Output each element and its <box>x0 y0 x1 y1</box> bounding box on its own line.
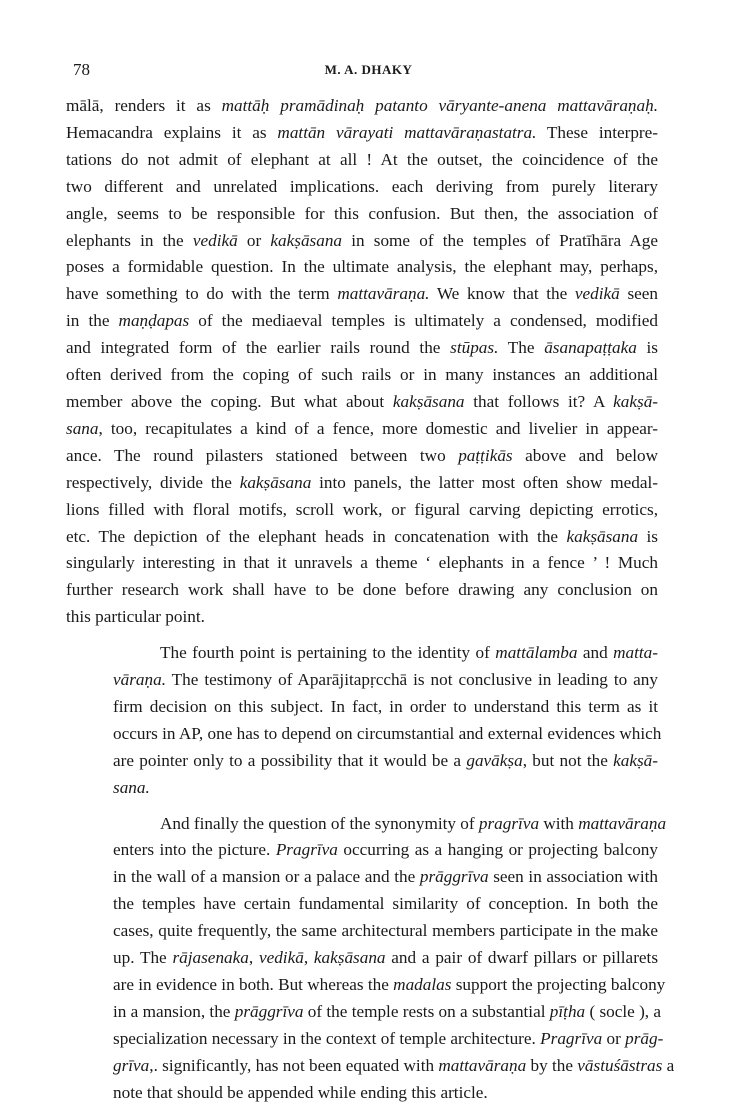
italic-term: paṭṭikās <box>458 445 513 465</box>
text-run: the temples have certain fundamental similarity of conception. In both the <box>113 894 658 914</box>
text-run: ( socle ), a <box>585 1001 662 1021</box>
text-run: poses a formidable question. In the ultimate analysis, the elephant may, perhaps, <box>66 257 658 277</box>
italic-term: maṇḍapas <box>118 311 190 331</box>
text-line <box>66 945 658 972</box>
text-run: in the wall of a mansion or a palace and the <box>113 867 420 887</box>
italic-term: mattavāraṇa <box>578 813 667 833</box>
text-run: mālā, renders it as <box>66 96 222 115</box>
text-run: further research work shall have to be done before drawing any conclusion on <box>66 580 658 600</box>
italic-term: madalas <box>393 975 452 994</box>
italic-term: Pragrīva <box>540 1028 603 1048</box>
italic-term: kakṣāsana <box>270 230 343 250</box>
text-line <box>66 577 658 604</box>
italic-term: mattavāraṇa. <box>337 284 430 304</box>
text-line <box>66 389 658 416</box>
italic-term: kakṣāsana <box>313 948 386 968</box>
text-run: in some of the temples of Pratīhāra Age <box>342 230 658 250</box>
text-run: occurring as a hanging or projecting balcony <box>337 840 658 860</box>
text-line <box>66 443 658 470</box>
text-run: , but not the <box>522 750 614 770</box>
italic-term: vāstuśāstras <box>577 1055 663 1075</box>
text-run: of the temple rests on a substantial <box>303 1001 550 1021</box>
text-line <box>66 721 662 748</box>
text-run: We know that the <box>429 284 575 304</box>
text-run: etc. The depiction of the elephant heads in concatenation with the <box>66 526 567 546</box>
text-line <box>66 147 658 174</box>
text-line <box>66 1026 664 1053</box>
text-line <box>66 254 658 281</box>
text-line <box>66 228 658 255</box>
text-line <box>66 416 658 443</box>
text-run: ,. significantly, has not been equated with <box>149 1055 439 1075</box>
paragraph <box>66 93 658 631</box>
text-run: seen in association with <box>488 867 658 887</box>
italic-term: vedikā <box>258 948 304 968</box>
italic-term: mattālamba <box>495 643 578 663</box>
text-line <box>66 281 658 308</box>
text-run: a <box>662 1055 675 1075</box>
text-run: ance. The round pilasters stationed between two <box>66 445 459 465</box>
text-line <box>66 308 658 335</box>
text-run: are pointer only to a possibility that it would be a <box>113 750 467 770</box>
text-line <box>66 1053 675 1080</box>
paragraph <box>66 811 675 1107</box>
page-number: 78 <box>73 60 90 79</box>
italic-term: vedikā <box>574 284 620 304</box>
text-run: , too, recapitulates a kind of a fence, more domestic and livelier in appear- <box>98 418 658 438</box>
italic-term: mattavāraṇa <box>438 1055 527 1075</box>
text-run: The testimony of Aparājitapṛcchā is not conclusive in leading to any <box>166 670 658 690</box>
text-line <box>66 667 658 694</box>
text-run: respectively, divide the <box>66 472 240 492</box>
text-run: and integrated form of the earlier rails round the <box>66 338 451 358</box>
italic-term: kakṣāsana <box>566 526 639 546</box>
text-run: into panels, the latter most often show medal- <box>311 472 658 492</box>
text-line <box>66 470 658 497</box>
italic-term: rājasenaka <box>172 948 249 968</box>
text-run: above and below <box>512 445 658 465</box>
text-run: with <box>539 813 579 833</box>
italic-term: kakṣā- <box>613 391 659 411</box>
text-run: have something to do with the term <box>66 284 338 304</box>
text-line <box>66 694 658 721</box>
text-line <box>66 811 667 838</box>
text-run: often derived from the coping of such rails or in many instances an additional <box>66 365 658 385</box>
italic-term: prāggrīva <box>419 867 489 887</box>
text-run: up. The <box>113 948 173 968</box>
text-line <box>66 497 658 524</box>
text-line <box>66 93 658 120</box>
text-run: cases, quite frequently, the same architectural members participate in the make <box>113 921 658 941</box>
text-line <box>66 864 658 891</box>
text-run: two different and unrelated implications. each deriving from purely literary <box>66 176 658 196</box>
italic-term: mattān vārayati mattavāraṇastatra. <box>277 122 537 142</box>
italic-term: sana. <box>113 777 150 797</box>
text-line <box>66 335 658 362</box>
italic-term: Pragrīva <box>275 840 338 860</box>
italic-term: grīva <box>113 1055 150 1075</box>
text-line <box>66 174 658 201</box>
text-line <box>66 640 658 667</box>
italic-term: pragrīva <box>478 813 540 833</box>
text-run: is <box>638 526 658 546</box>
text-run: by the <box>526 1055 578 1075</box>
text-run: this particular point. <box>66 607 205 627</box>
text-run: These interpre- <box>536 122 658 142</box>
text-run: note that should be appended while ending this article. <box>113 1082 488 1102</box>
italic-term: gavākṣa <box>466 750 523 770</box>
text-line <box>66 524 658 551</box>
text-run: or <box>602 1028 626 1048</box>
text-run: that follows it? A <box>464 391 614 411</box>
text-run: enters into the picture. <box>113 840 276 860</box>
text-run: and a pair of dwarf pillars or pillarets <box>385 948 659 968</box>
text-run: singularly interesting in that it unravels a theme ‘ elephants in a fence ’ ! Much <box>66 553 658 573</box>
text-line <box>66 775 658 802</box>
text-run: seen <box>619 284 658 304</box>
text-run: firm decision on this subject. In fact, in order to understand this term as it <box>113 696 658 716</box>
text-run: and <box>577 643 614 663</box>
article-body <box>66 93 675 1107</box>
italic-term: matta- <box>613 643 658 663</box>
text-run: elephants in the <box>66 230 193 250</box>
text-run: The <box>498 338 545 358</box>
text-run: is <box>636 338 658 358</box>
text-run: in the <box>66 311 119 331</box>
text-run: occurs in AP, one has to depend on circumstantial and external evidences which <box>113 723 662 743</box>
italic-term: prāg- <box>625 1028 664 1048</box>
text-line <box>66 748 658 775</box>
text-run: tations do not admit of elephant at all ! At the outset, the coincidence of the <box>66 149 658 169</box>
text-line <box>66 837 658 864</box>
text-line <box>66 550 658 577</box>
text-run: specialization necessary in the context of temple architecture. <box>113 1028 541 1048</box>
italic-term: āsanapaṭṭaka <box>544 338 637 358</box>
text-run: Hemacandra explains it as <box>66 122 278 142</box>
italic-term: kakṣā- <box>613 750 658 770</box>
text-line <box>66 891 658 918</box>
text-run: member above the coping. But what about <box>66 391 393 411</box>
text-run: , <box>248 948 259 968</box>
text-run: lions filled with floral motifs, scroll work, or figural carving depicting errotics, <box>66 499 658 519</box>
paragraph <box>66 640 662 801</box>
italic-term: kakṣāsana <box>392 391 465 411</box>
text-run: support the projecting balcony <box>451 975 666 994</box>
italic-term: vedikā <box>192 230 238 250</box>
text-line <box>66 201 658 228</box>
italic-term: kakṣāsana <box>239 472 312 492</box>
text-run: of the mediaeval temples is ultimately a condensed, modified <box>189 311 658 331</box>
italic-term: prāggrīva <box>234 1001 304 1021</box>
text-run: angle, seems to be responsible for this confusion. But then, the association of <box>66 203 658 223</box>
text-run: or <box>237 230 271 250</box>
text-line <box>66 1080 658 1107</box>
running-head-author: M. A. DHAKY <box>324 62 413 77</box>
text-line <box>66 604 658 631</box>
italic-term: mattāḥ pramādinaḥ patanto vāryante-anena mattavāraṇaḥ. <box>221 96 658 115</box>
text-run: are in evidence in both. But whereas the <box>113 975 394 994</box>
italic-term: sana <box>66 418 99 438</box>
italic-term: stūpas. <box>450 338 499 358</box>
text-run: in a mansion, the <box>113 1001 235 1021</box>
text-line <box>66 999 662 1026</box>
text-line <box>66 362 658 389</box>
text-line <box>66 972 666 999</box>
text-run: And finally the question of the synonymity of <box>160 813 479 833</box>
italic-term: pīṭha <box>549 1001 586 1021</box>
italic-term: vāraṇa. <box>113 670 166 690</box>
text-line <box>66 918 658 945</box>
text-line <box>66 120 658 147</box>
text-run: , <box>303 948 314 968</box>
text-run: The fourth point is pertaining to the identity of <box>160 643 496 663</box>
